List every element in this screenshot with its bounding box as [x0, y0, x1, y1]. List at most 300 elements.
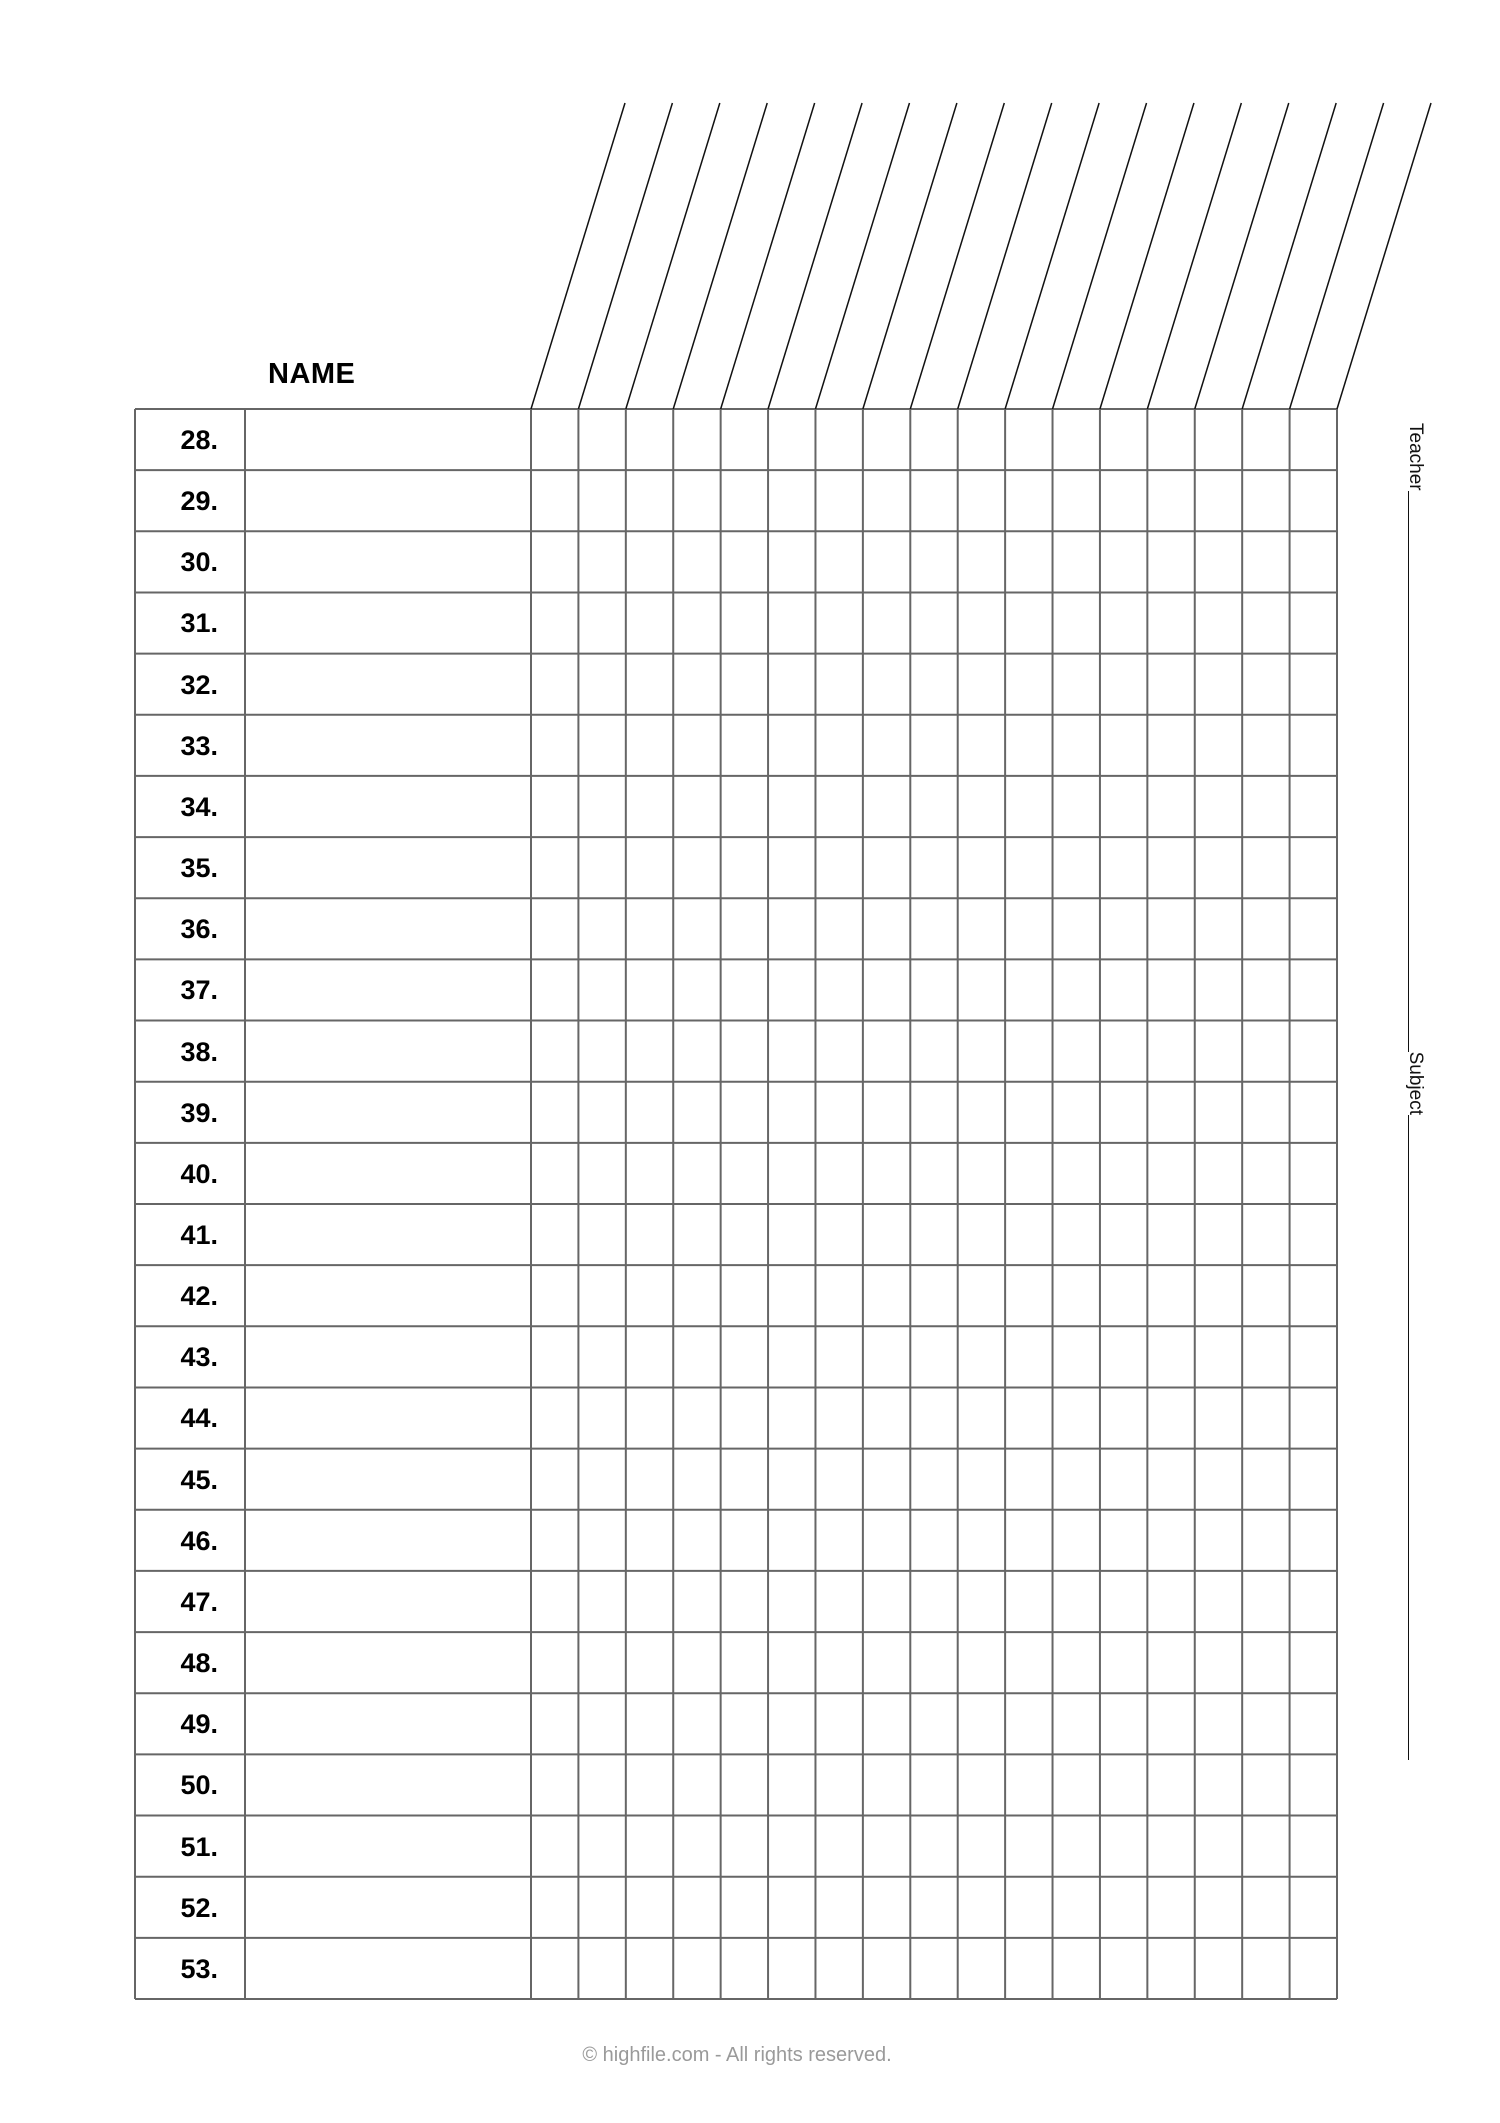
- attendance-mark-cell[interactable]: [1148, 716, 1194, 775]
- attendance-mark-cell[interactable]: [1054, 1022, 1100, 1081]
- attendance-mark-cell[interactable]: [911, 1327, 957, 1386]
- attendance-mark-cell[interactable]: [1054, 1205, 1100, 1264]
- attendance-mark-cell[interactable]: [769, 410, 815, 469]
- attendance-mark-cell[interactable]: [1101, 1144, 1147, 1203]
- attendance-mark-cell[interactable]: [579, 1083, 625, 1142]
- attendance-mark-cell[interactable]: [627, 410, 673, 469]
- attendance-mark-cell[interactable]: [1291, 532, 1337, 591]
- attendance-mark-cell[interactable]: [1101, 593, 1147, 652]
- attendance-mark-cell[interactable]: [959, 1022, 1005, 1081]
- attendance-mark-cell[interactable]: [1291, 1511, 1337, 1570]
- attendance-mark-cell[interactable]: [722, 1511, 768, 1570]
- attendance-mark-cell[interactable]: [769, 899, 815, 958]
- attendance-mark-cell[interactable]: [1054, 777, 1100, 836]
- attendance-mark-cell[interactable]: [959, 1633, 1005, 1692]
- attendance-mark-cell[interactable]: [1243, 1755, 1289, 1814]
- attendance-mark-cell[interactable]: [911, 1450, 957, 1509]
- attendance-mark-cell[interactable]: [674, 1633, 720, 1692]
- attendance-mark-cell[interactable]: [1148, 1755, 1194, 1814]
- attendance-mark-cell[interactable]: [627, 1878, 673, 1937]
- attendance-mark-cell[interactable]: [722, 1205, 768, 1264]
- attendance-mark-cell[interactable]: [864, 1266, 910, 1325]
- attendance-mark-cell[interactable]: [1054, 1633, 1100, 1692]
- attendance-mark-cell[interactable]: [1054, 1511, 1100, 1570]
- attendance-mark-cell[interactable]: [1243, 1266, 1289, 1325]
- attendance-mark-cell[interactable]: [1148, 1572, 1194, 1631]
- student-name-cell[interactable]: [246, 777, 530, 836]
- attendance-mark-cell[interactable]: [627, 593, 673, 652]
- attendance-mark-cell[interactable]: [532, 1572, 578, 1631]
- attendance-mark-cell[interactable]: [627, 1572, 673, 1631]
- attendance-mark-cell[interactable]: [1243, 410, 1289, 469]
- attendance-mark-cell[interactable]: [1054, 1755, 1100, 1814]
- attendance-mark-cell[interactable]: [769, 1939, 815, 1998]
- attendance-mark-cell[interactable]: [769, 532, 815, 591]
- student-name-cell[interactable]: [246, 1205, 530, 1264]
- attendance-mark-cell[interactable]: [627, 960, 673, 1019]
- attendance-mark-cell[interactable]: [1054, 471, 1100, 530]
- student-name-cell[interactable]: [246, 838, 530, 897]
- attendance-mark-cell[interactable]: [911, 960, 957, 1019]
- attendance-mark-cell[interactable]: [1243, 1388, 1289, 1447]
- attendance-mark-cell[interactable]: [1148, 532, 1194, 591]
- attendance-mark-cell[interactable]: [1196, 1878, 1242, 1937]
- attendance-mark-cell[interactable]: [627, 1633, 673, 1692]
- attendance-mark-cell[interactable]: [816, 1572, 862, 1631]
- student-name-cell[interactable]: [246, 1694, 530, 1753]
- attendance-mark-cell[interactable]: [1148, 1817, 1194, 1876]
- attendance-mark-cell[interactable]: [1006, 1511, 1052, 1570]
- attendance-mark-cell[interactable]: [579, 1022, 625, 1081]
- attendance-mark-cell[interactable]: [627, 1083, 673, 1142]
- attendance-mark-cell[interactable]: [579, 1939, 625, 1998]
- attendance-mark-cell[interactable]: [769, 1327, 815, 1386]
- attendance-mark-cell[interactable]: [1006, 532, 1052, 591]
- attendance-mark-cell[interactable]: [816, 1633, 862, 1692]
- attendance-mark-cell[interactable]: [1196, 1388, 1242, 1447]
- attendance-mark-cell[interactable]: [1006, 899, 1052, 958]
- attendance-mark-cell[interactable]: [674, 410, 720, 469]
- attendance-mark-cell[interactable]: [1196, 1633, 1242, 1692]
- attendance-mark-cell[interactable]: [1148, 471, 1194, 530]
- attendance-mark-cell[interactable]: [674, 1511, 720, 1570]
- student-name-cell[interactable]: [246, 1511, 530, 1570]
- attendance-mark-cell[interactable]: [1148, 1450, 1194, 1509]
- attendance-mark-cell[interactable]: [532, 1022, 578, 1081]
- attendance-mark-cell[interactable]: [911, 532, 957, 591]
- attendance-mark-cell[interactable]: [816, 1388, 862, 1447]
- attendance-mark-cell[interactable]: [1243, 1511, 1289, 1570]
- attendance-mark-cell[interactable]: [674, 1755, 720, 1814]
- attendance-mark-cell[interactable]: [1006, 1572, 1052, 1631]
- attendance-mark-cell[interactable]: [769, 1878, 815, 1937]
- attendance-mark-cell[interactable]: [532, 532, 578, 591]
- attendance-mark-cell[interactable]: [816, 593, 862, 652]
- attendance-mark-cell[interactable]: [1291, 899, 1337, 958]
- attendance-mark-cell[interactable]: [674, 716, 720, 775]
- attendance-mark-cell[interactable]: [722, 1939, 768, 1998]
- attendance-mark-cell[interactable]: [911, 1939, 957, 1998]
- attendance-mark-cell[interactable]: [1291, 1022, 1337, 1081]
- attendance-mark-cell[interactable]: [1054, 1083, 1100, 1142]
- attendance-mark-cell[interactable]: [911, 1755, 957, 1814]
- attendance-mark-cell[interactable]: [911, 1266, 957, 1325]
- attendance-mark-cell[interactable]: [627, 1817, 673, 1876]
- attendance-mark-cell[interactable]: [674, 1205, 720, 1264]
- attendance-mark-cell[interactable]: [1196, 1939, 1242, 1998]
- attendance-mark-cell[interactable]: [579, 838, 625, 897]
- attendance-mark-cell[interactable]: [769, 960, 815, 1019]
- attendance-mark-cell[interactable]: [816, 1144, 862, 1203]
- attendance-mark-cell[interactable]: [959, 1817, 1005, 1876]
- attendance-mark-cell[interactable]: [722, 532, 768, 591]
- attendance-mark-cell[interactable]: [579, 1511, 625, 1570]
- attendance-mark-cell[interactable]: [722, 1755, 768, 1814]
- attendance-mark-cell[interactable]: [1101, 471, 1147, 530]
- attendance-mark-cell[interactable]: [816, 655, 862, 714]
- attendance-mark-cell[interactable]: [1196, 1083, 1242, 1142]
- attendance-mark-cell[interactable]: [1054, 410, 1100, 469]
- attendance-mark-cell[interactable]: [864, 960, 910, 1019]
- attendance-mark-cell[interactable]: [769, 1144, 815, 1203]
- attendance-mark-cell[interactable]: [674, 532, 720, 591]
- attendance-mark-cell[interactable]: [1243, 471, 1289, 530]
- attendance-mark-cell[interactable]: [627, 716, 673, 775]
- attendance-mark-cell[interactable]: [1148, 1694, 1194, 1753]
- attendance-mark-cell[interactable]: [864, 1633, 910, 1692]
- attendance-mark-cell[interactable]: [959, 1878, 1005, 1937]
- attendance-mark-cell[interactable]: [1054, 1817, 1100, 1876]
- attendance-mark-cell[interactable]: [959, 655, 1005, 714]
- attendance-mark-cell[interactable]: [1101, 655, 1147, 714]
- attendance-mark-cell[interactable]: [769, 1205, 815, 1264]
- attendance-mark-cell[interactable]: [1006, 1694, 1052, 1753]
- attendance-mark-cell[interactable]: [532, 1817, 578, 1876]
- attendance-mark-cell[interactable]: [627, 1327, 673, 1386]
- attendance-mark-cell[interactable]: [1291, 1817, 1337, 1876]
- attendance-mark-cell[interactable]: [816, 1694, 862, 1753]
- attendance-mark-cell[interactable]: [1101, 777, 1147, 836]
- attendance-mark-cell[interactable]: [816, 716, 862, 775]
- attendance-mark-cell[interactable]: [769, 838, 815, 897]
- attendance-mark-cell[interactable]: [674, 471, 720, 530]
- subject-blank-line[interactable]: [1408, 1115, 1410, 1760]
- attendance-mark-cell[interactable]: [864, 1144, 910, 1203]
- attendance-mark-cell[interactable]: [1006, 838, 1052, 897]
- attendance-mark-cell[interactable]: [627, 532, 673, 591]
- attendance-mark-cell[interactable]: [674, 1694, 720, 1753]
- student-name-cell[interactable]: [246, 1327, 530, 1386]
- attendance-mark-cell[interactable]: [627, 1205, 673, 1264]
- attendance-mark-cell[interactable]: [722, 1878, 768, 1937]
- attendance-mark-cell[interactable]: [769, 1022, 815, 1081]
- attendance-mark-cell[interactable]: [1054, 532, 1100, 591]
- attendance-mark-cell[interactable]: [1148, 1144, 1194, 1203]
- attendance-mark-cell[interactable]: [911, 777, 957, 836]
- attendance-mark-cell[interactable]: [1101, 716, 1147, 775]
- attendance-mark-cell[interactable]: [1006, 1266, 1052, 1325]
- attendance-mark-cell[interactable]: [627, 1939, 673, 1998]
- attendance-mark-cell[interactable]: [674, 1450, 720, 1509]
- attendance-mark-cell[interactable]: [722, 1817, 768, 1876]
- attendance-mark-cell[interactable]: [1006, 1878, 1052, 1937]
- attendance-mark-cell[interactable]: [864, 899, 910, 958]
- attendance-mark-cell[interactable]: [627, 1755, 673, 1814]
- attendance-mark-cell[interactable]: [959, 532, 1005, 591]
- attendance-mark-cell[interactable]: [674, 593, 720, 652]
- attendance-mark-cell[interactable]: [627, 838, 673, 897]
- attendance-mark-cell[interactable]: [864, 1327, 910, 1386]
- attendance-mark-cell[interactable]: [532, 838, 578, 897]
- attendance-mark-cell[interactable]: [959, 1511, 1005, 1570]
- attendance-mark-cell[interactable]: [1291, 471, 1337, 530]
- attendance-mark-cell[interactable]: [627, 899, 673, 958]
- attendance-mark-cell[interactable]: [722, 1083, 768, 1142]
- attendance-mark-cell[interactable]: [816, 838, 862, 897]
- attendance-mark-cell[interactable]: [579, 777, 625, 836]
- attendance-mark-cell[interactable]: [1101, 1511, 1147, 1570]
- attendance-mark-cell[interactable]: [1148, 1205, 1194, 1264]
- attendance-mark-cell[interactable]: [722, 716, 768, 775]
- attendance-mark-cell[interactable]: [674, 1388, 720, 1447]
- attendance-mark-cell[interactable]: [1243, 716, 1289, 775]
- attendance-mark-cell[interactable]: [674, 960, 720, 1019]
- attendance-mark-cell[interactable]: [1291, 1083, 1337, 1142]
- attendance-mark-cell[interactable]: [674, 1144, 720, 1203]
- attendance-mark-cell[interactable]: [911, 899, 957, 958]
- student-name-cell[interactable]: [246, 960, 530, 1019]
- attendance-mark-cell[interactable]: [1148, 1388, 1194, 1447]
- attendance-mark-cell[interactable]: [532, 1694, 578, 1753]
- attendance-mark-cell[interactable]: [1054, 1327, 1100, 1386]
- attendance-mark-cell[interactable]: [1101, 1450, 1147, 1509]
- attendance-mark-cell[interactable]: [722, 655, 768, 714]
- student-name-cell[interactable]: [246, 655, 530, 714]
- attendance-mark-cell[interactable]: [627, 1450, 673, 1509]
- attendance-mark-cell[interactable]: [674, 1266, 720, 1325]
- attendance-mark-cell[interactable]: [1006, 1327, 1052, 1386]
- attendance-mark-cell[interactable]: [722, 1144, 768, 1203]
- attendance-mark-cell[interactable]: [674, 899, 720, 958]
- attendance-mark-cell[interactable]: [1054, 1266, 1100, 1325]
- attendance-mark-cell[interactable]: [674, 1939, 720, 1998]
- attendance-mark-cell[interactable]: [1196, 1205, 1242, 1264]
- attendance-mark-cell[interactable]: [911, 1694, 957, 1753]
- attendance-mark-cell[interactable]: [722, 1450, 768, 1509]
- attendance-mark-cell[interactable]: [1148, 1633, 1194, 1692]
- attendance-mark-cell[interactable]: [1006, 1755, 1052, 1814]
- attendance-mark-cell[interactable]: [674, 1022, 720, 1081]
- attendance-mark-cell[interactable]: [816, 899, 862, 958]
- attendance-mark-cell[interactable]: [627, 1022, 673, 1081]
- attendance-mark-cell[interactable]: [1243, 1205, 1289, 1264]
- attendance-mark-cell[interactable]: [1054, 1388, 1100, 1447]
- attendance-mark-cell[interactable]: [1196, 1144, 1242, 1203]
- attendance-mark-cell[interactable]: [1291, 716, 1337, 775]
- attendance-mark-cell[interactable]: [627, 471, 673, 530]
- attendance-mark-cell[interactable]: [769, 1817, 815, 1876]
- attendance-mark-cell[interactable]: [864, 1205, 910, 1264]
- attendance-mark-cell[interactable]: [769, 1511, 815, 1570]
- attendance-mark-cell[interactable]: [959, 1572, 1005, 1631]
- attendance-mark-cell[interactable]: [722, 1633, 768, 1692]
- attendance-mark-cell[interactable]: [1196, 1450, 1242, 1509]
- attendance-mark-cell[interactable]: [769, 655, 815, 714]
- student-name-cell[interactable]: [246, 1266, 530, 1325]
- attendance-mark-cell[interactable]: [532, 593, 578, 652]
- attendance-mark-cell[interactable]: [1291, 655, 1337, 714]
- attendance-mark-cell[interactable]: [816, 1266, 862, 1325]
- attendance-mark-cell[interactable]: [1006, 410, 1052, 469]
- attendance-mark-cell[interactable]: [864, 410, 910, 469]
- attendance-mark-cell[interactable]: [1196, 593, 1242, 652]
- attendance-mark-cell[interactable]: [627, 1388, 673, 1447]
- attendance-mark-cell[interactable]: [722, 899, 768, 958]
- attendance-mark-cell[interactable]: [816, 960, 862, 1019]
- attendance-mark-cell[interactable]: [769, 716, 815, 775]
- attendance-mark-cell[interactable]: [1101, 1817, 1147, 1876]
- attendance-mark-cell[interactable]: [864, 1450, 910, 1509]
- attendance-mark-cell[interactable]: [1054, 1450, 1100, 1509]
- attendance-mark-cell[interactable]: [579, 593, 625, 652]
- student-name-cell[interactable]: [246, 1633, 530, 1692]
- attendance-mark-cell[interactable]: [1196, 1572, 1242, 1631]
- attendance-mark-cell[interactable]: [627, 1511, 673, 1570]
- attendance-mark-cell[interactable]: [1243, 1694, 1289, 1753]
- attendance-mark-cell[interactable]: [769, 471, 815, 530]
- attendance-mark-cell[interactable]: [1196, 1694, 1242, 1753]
- attendance-mark-cell[interactable]: [1148, 960, 1194, 1019]
- attendance-mark-cell[interactable]: [1101, 1572, 1147, 1631]
- attendance-mark-cell[interactable]: [1243, 777, 1289, 836]
- attendance-mark-cell[interactable]: [579, 1450, 625, 1509]
- attendance-mark-cell[interactable]: [722, 838, 768, 897]
- attendance-mark-cell[interactable]: [532, 1450, 578, 1509]
- attendance-mark-cell[interactable]: [1291, 777, 1337, 836]
- attendance-mark-cell[interactable]: [722, 471, 768, 530]
- attendance-mark-cell[interactable]: [1101, 1022, 1147, 1081]
- attendance-mark-cell[interactable]: [911, 1572, 957, 1631]
- attendance-mark-cell[interactable]: [532, 1939, 578, 1998]
- attendance-mark-cell[interactable]: [1101, 1878, 1147, 1937]
- attendance-mark-cell[interactable]: [864, 1878, 910, 1937]
- attendance-mark-cell[interactable]: [959, 838, 1005, 897]
- attendance-mark-cell[interactable]: [532, 1266, 578, 1325]
- attendance-mark-cell[interactable]: [1101, 1633, 1147, 1692]
- attendance-mark-cell[interactable]: [1291, 1450, 1337, 1509]
- attendance-mark-cell[interactable]: [1101, 532, 1147, 591]
- student-name-cell[interactable]: [246, 532, 530, 591]
- attendance-mark-cell[interactable]: [816, 1022, 862, 1081]
- attendance-mark-cell[interactable]: [674, 1878, 720, 1937]
- attendance-mark-cell[interactable]: [1101, 1083, 1147, 1142]
- attendance-mark-cell[interactable]: [1101, 1327, 1147, 1386]
- attendance-mark-cell[interactable]: [1243, 1633, 1289, 1692]
- attendance-mark-cell[interactable]: [1054, 838, 1100, 897]
- attendance-mark-cell[interactable]: [579, 655, 625, 714]
- attendance-mark-cell[interactable]: [579, 1388, 625, 1447]
- attendance-mark-cell[interactable]: [864, 1022, 910, 1081]
- attendance-mark-cell[interactable]: [674, 1083, 720, 1142]
- attendance-mark-cell[interactable]: [1006, 1939, 1052, 1998]
- attendance-mark-cell[interactable]: [1148, 1939, 1194, 1998]
- attendance-mark-cell[interactable]: [1291, 1633, 1337, 1692]
- attendance-mark-cell[interactable]: [1101, 1205, 1147, 1264]
- attendance-mark-cell[interactable]: [579, 471, 625, 530]
- attendance-mark-cell[interactable]: [1054, 1694, 1100, 1753]
- attendance-mark-cell[interactable]: [1243, 1144, 1289, 1203]
- attendance-mark-cell[interactable]: [1196, 1266, 1242, 1325]
- attendance-mark-cell[interactable]: [579, 1327, 625, 1386]
- attendance-mark-cell[interactable]: [1054, 593, 1100, 652]
- attendance-mark-cell[interactable]: [1054, 716, 1100, 775]
- attendance-mark-cell[interactable]: [579, 899, 625, 958]
- attendance-mark-cell[interactable]: [627, 1694, 673, 1753]
- attendance-mark-cell[interactable]: [769, 593, 815, 652]
- attendance-mark-cell[interactable]: [864, 1755, 910, 1814]
- attendance-mark-cell[interactable]: [1006, 1633, 1052, 1692]
- attendance-mark-cell[interactable]: [1101, 960, 1147, 1019]
- attendance-mark-cell[interactable]: [1291, 1388, 1337, 1447]
- attendance-mark-cell[interactable]: [1101, 1694, 1147, 1753]
- attendance-mark-cell[interactable]: [769, 1083, 815, 1142]
- attendance-mark-cell[interactable]: [769, 1388, 815, 1447]
- attendance-mark-cell[interactable]: [816, 471, 862, 530]
- student-name-cell[interactable]: [246, 1755, 530, 1814]
- attendance-mark-cell[interactable]: [1148, 1511, 1194, 1570]
- attendance-mark-cell[interactable]: [579, 716, 625, 775]
- attendance-mark-cell[interactable]: [1054, 899, 1100, 958]
- attendance-mark-cell[interactable]: [1148, 777, 1194, 836]
- attendance-mark-cell[interactable]: [722, 1266, 768, 1325]
- attendance-mark-cell[interactable]: [1148, 1022, 1194, 1081]
- student-name-cell[interactable]: [246, 1144, 530, 1203]
- attendance-mark-cell[interactable]: [911, 1205, 957, 1264]
- attendance-mark-cell[interactable]: [722, 410, 768, 469]
- attendance-mark-cell[interactable]: [674, 1817, 720, 1876]
- attendance-mark-cell[interactable]: [1196, 655, 1242, 714]
- attendance-mark-cell[interactable]: [1006, 1022, 1052, 1081]
- attendance-mark-cell[interactable]: [579, 1572, 625, 1631]
- attendance-mark-cell[interactable]: [864, 593, 910, 652]
- attendance-mark-cell[interactable]: [1196, 1755, 1242, 1814]
- attendance-mark-cell[interactable]: [911, 1878, 957, 1937]
- attendance-mark-cell[interactable]: [532, 1327, 578, 1386]
- attendance-mark-cell[interactable]: [1243, 1083, 1289, 1142]
- attendance-mark-cell[interactable]: [1291, 1878, 1337, 1937]
- attendance-mark-cell[interactable]: [1006, 1205, 1052, 1264]
- attendance-mark-cell[interactable]: [1006, 1083, 1052, 1142]
- attendance-mark-cell[interactable]: [579, 960, 625, 1019]
- attendance-mark-cell[interactable]: [579, 1266, 625, 1325]
- attendance-mark-cell[interactable]: [722, 1572, 768, 1631]
- attendance-mark-cell[interactable]: [769, 1266, 815, 1325]
- attendance-mark-cell[interactable]: [959, 1083, 1005, 1142]
- attendance-mark-cell[interactable]: [1243, 593, 1289, 652]
- student-name-cell[interactable]: [246, 1817, 530, 1876]
- attendance-mark-cell[interactable]: [1006, 1388, 1052, 1447]
- attendance-mark-cell[interactable]: [722, 777, 768, 836]
- attendance-mark-cell[interactable]: [1291, 1327, 1337, 1386]
- attendance-mark-cell[interactable]: [1243, 532, 1289, 591]
- attendance-mark-cell[interactable]: [722, 593, 768, 652]
- attendance-mark-cell[interactable]: [864, 471, 910, 530]
- attendance-mark-cell[interactable]: [1148, 1083, 1194, 1142]
- student-name-cell[interactable]: [246, 1572, 530, 1631]
- attendance-mark-cell[interactable]: [579, 1755, 625, 1814]
- student-name-cell[interactable]: [246, 716, 530, 775]
- attendance-mark-cell[interactable]: [816, 1450, 862, 1509]
